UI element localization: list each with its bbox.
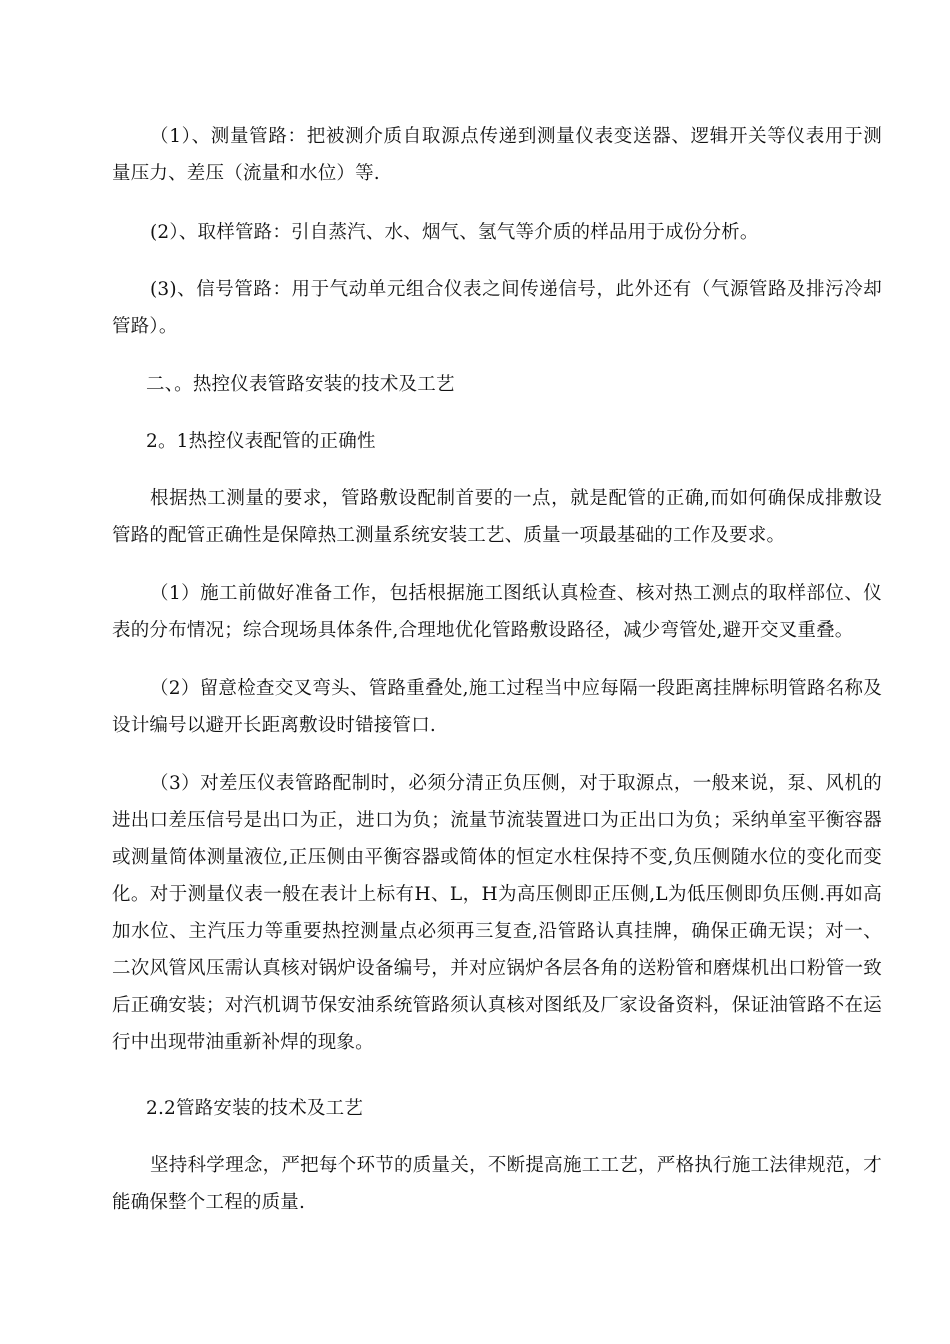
paragraph-piping-correctness: 根据热工测量的要求，管路敷设配制首要的一点，就是配管的正确,而如何确保成排敷设管路的配管正确性是保障热工测量系统安装工艺、质量一项最基础的工作及要求。 [112, 488, 882, 546]
paragraph-item-2-inspection: （2）留意检查交叉弯头、管路重叠处,施工过程当中应每隔一段距离挂牌标明管路名称及设计编号以避开长距离敷设时错接管口. [112, 678, 882, 736]
paragraph-item-1-preparation: （1）施工前做好准备工作，包括根据施工图纸认真检查、核对热工测点的取样部位、仪表的分布情况；综合现场具体条件,合理地优化管路敷设路径，减少弯管处,避开交叉重叠。 [112, 583, 882, 641]
paragraph-measurement-piping: （1）、测量管路：把被测介质自取源点传递到测量仪表变送器、逻辑开关等仪表用于测量压力、差压（流量和水位）等. [112, 126, 882, 184]
paragraph-sampling-piping: (2）、取样管路：引自蒸汽、水、烟气、氢气等介质的样品用于成份分析。 [150, 222, 759, 243]
paragraph-quality-philosophy: 坚持科学理念，严把每个环节的质量关，不断提高施工工艺，严格执行施工法律规范，才能确保整个工程的质量. [112, 1155, 882, 1213]
paragraph-signal-piping: (3)、信号管路：用于气动单元组合仪表之间传递信号，此外还有（气源管路及排污冷却管路）。 [112, 279, 882, 337]
subsection-heading-2-2: 2.2管路安装的技术及工艺 [146, 1098, 364, 1119]
paragraph-item-3-differential-pressure: （3）对差压仪表管路配制时，必须分清正负压侧，对于取源点，一般来说，泵、风机的进出口差压信号是出口为正，进口为负；流量节流装置进口为正出口为负；采纳单室平衡容器或测量简体测量液位,正压侧由平衡容器或简体的恒定水柱保持不变,负压侧随水位的变化而变化。对于测量仪表一般在表计上标有H、L，H为高压侧即正压侧,L为低压侧即负压侧.再如高加水位、主汽压力等重要热控测量点必须再三复查,沿管路认真挂牌，确保正确无误；对一、二次风管风压需认真核对锅炉设备编号，并对应锅炉各层各角的送粉管和磨煤机出口粉管一致后正确安装；对汽机调节保安油系统管路须认真核对图纸及厂家设备资料，保证油管路不在运行中出现带油重新补焊的现象。 [112, 773, 882, 1053]
subsection-heading-2-1: 2。1热控仪表配管的正确性 [146, 431, 376, 452]
section-heading-2: 二、。热控仪表管路安装的技术及工艺 [146, 374, 455, 395]
